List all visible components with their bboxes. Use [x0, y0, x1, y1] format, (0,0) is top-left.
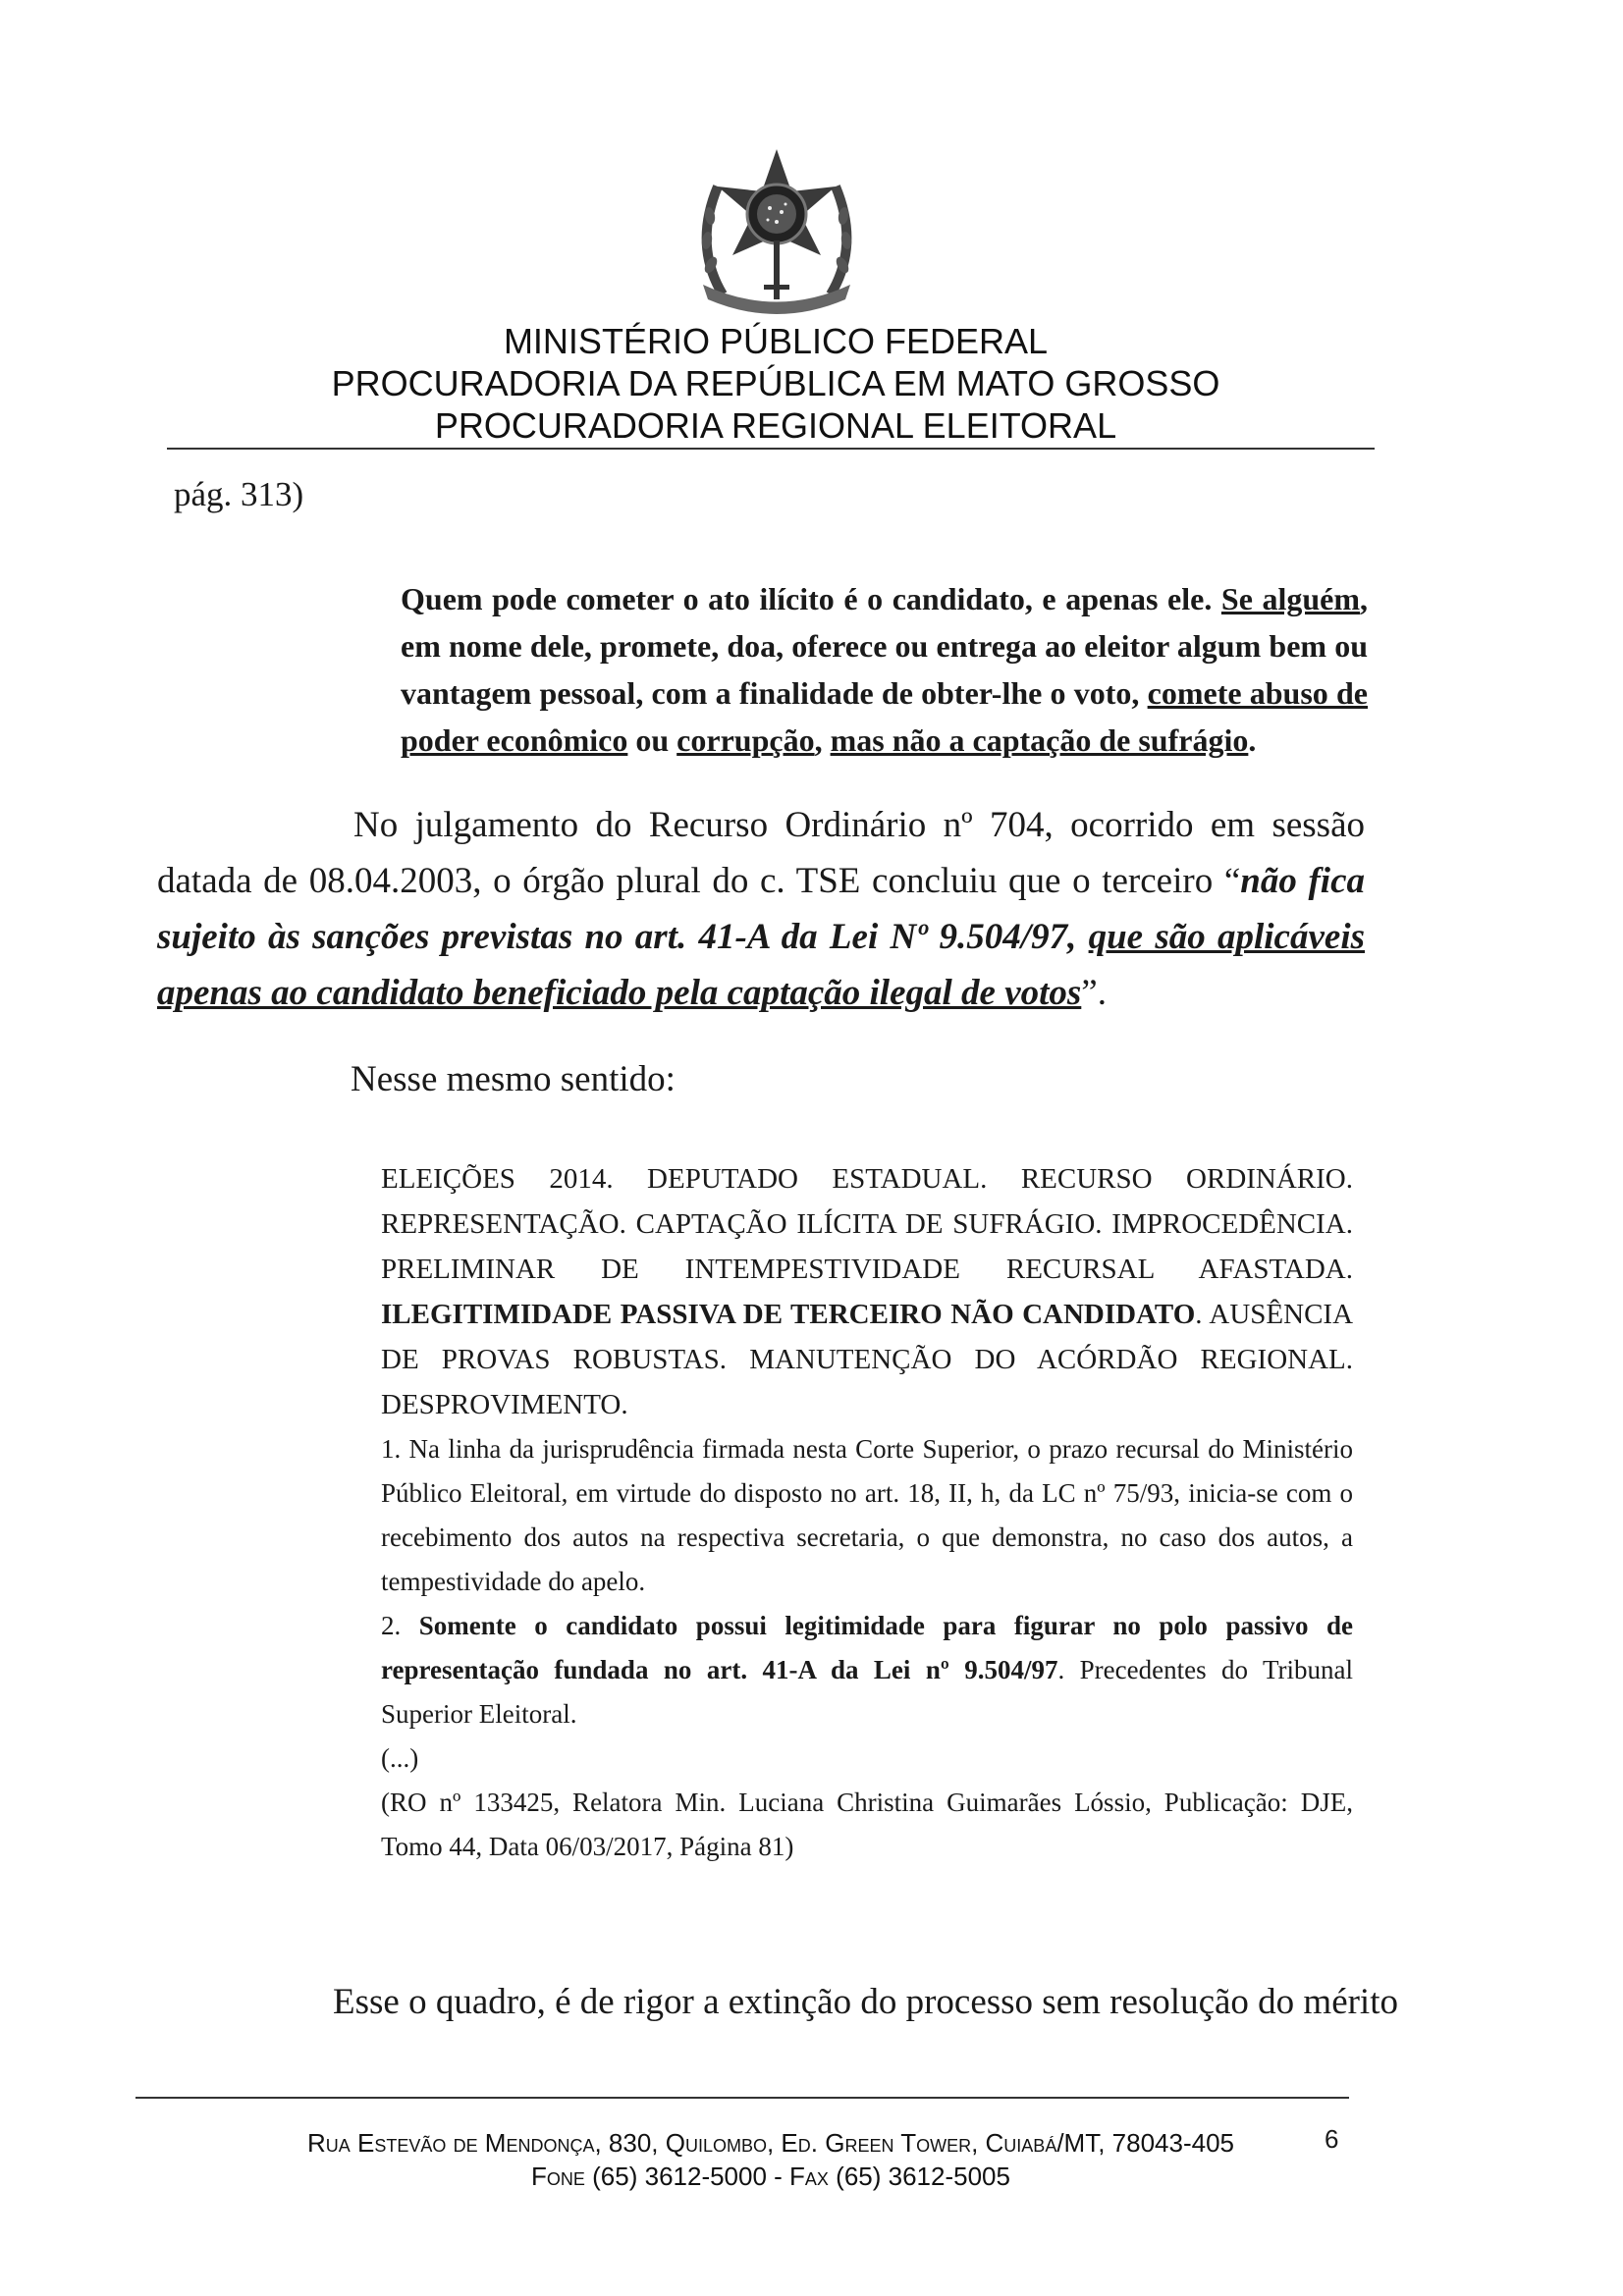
header-line-1: MINISTÉRIO PÚBLICO FEDERAL	[503, 321, 1049, 361]
para1-text-1: No julgamento do Recurso Ordinário nº 704, ocorrido em sessão datada de 08.04.2003, o órgão plural do c. TSE concluiu que o terceiro “	[157, 805, 1365, 901]
para1-emphasis-1: não fica sujeito às sanções previstas no art. 41-A da Lei Nº 9.504/97,	[157, 861, 1365, 957]
address-footer	[167, 2126, 1375, 2193]
citation-caps-bold: ILEGITIMIDADE PASSIVA DE TERCEIRO NÃO CANDIDATO	[381, 1299, 1196, 1330]
quote-underline-2: comete abuso de poder econômico	[401, 675, 1369, 758]
quote-underline-4: mas não a captação de sufrágio	[830, 722, 1249, 758]
citation-caps-1: ELEIÇÕES 2014. DEPUTADO ESTADUAL. RECURSO ORDINÁRIO. REPRESENTAÇÃO. CAPTAÇÃO ILÍCITA DE SUFRÁGIO. IMPROCEDÊNCIA. PRELIMINAR DE INTEMPESTIVIDADE RECURSAL AFASTADA.	[381, 1163, 1353, 1285]
quote-text-2: , em nome dele, promete, doa, oferece ou entrega ao eleitor algum bem ou vantagem pessoal, com a finalidade de obter-lhe o voto,	[401, 581, 1369, 711]
quote-text-4: ,	[814, 722, 831, 758]
item2-prefix: 2.	[381, 1611, 419, 1640]
jurisprudence-citation	[381, 1156, 1353, 1869]
citation-source: (RO nº 133425, Relatora Min. Luciana Christina Guimarães Lóssio, Publicação: DJE, Tomo 44, Data 06/03/2017, Página 81)	[381, 1788, 1353, 1861]
quote-underline-3: corrupção	[676, 722, 815, 758]
citation-item-1: 1. Na linha da jurisprudência firmada nesta Corte Superior, o prazo recursal do Ministério Público Eleitoral, em virtude do disposto no art. 18, II, h, da LC nº 75/93, inicia-se com o recebimento dos autos na respectiva secretaria, o que demonstra, no caso dos autos, a tempestividade do apelo.	[381, 1434, 1353, 1596]
header-line-3: PROCURADORIA REGIONAL ELEITORAL	[434, 405, 1117, 446]
quote-text-1: Quem pode cometer o ato ilícito é o candidato, e apenas ele.	[401, 581, 1221, 616]
brazil-coat-of-arms-icon	[683, 147, 870, 314]
body-paragraph-3: Esse o quadro, é de rigor a extinção do processo sem resolução do mérito	[333, 1982, 1398, 2022]
bold-quote-paragraph	[401, 575, 1368, 764]
quote-text-3: ou	[627, 722, 677, 758]
citation-ellipsis: (...)	[381, 1743, 419, 1773]
citation-item-2	[381, 1604, 1353, 1736]
para1-text-2: ”.	[1081, 973, 1107, 1013]
body-paragraph-2: Nesse mesmo sentido:	[351, 1059, 676, 1099]
citation-caps-2: . AUSÊNCIA DE PROVAS ROBUSTAS. MANUTENÇÃO DO ACÓRDÃO REGIONAL. DESPROVIMENTO.	[381, 1299, 1354, 1420]
footer-divider	[135, 2097, 1349, 2099]
header-line-2: PROCURADORIA DA REPÚBLICA EM MATO GROSSO	[331, 363, 1220, 403]
page-number: 6	[1325, 2124, 1339, 2154]
institution-header	[167, 320, 1384, 447]
item2-rest: . Precedentes do Tribunal Superior Eleitoral.	[381, 1655, 1353, 1729]
quote-underline-1: Se alguém	[1220, 581, 1361, 616]
header-divider	[167, 448, 1375, 450]
citation-summary	[381, 1156, 1353, 1427]
quote-text-5: .	[1248, 722, 1257, 758]
footer-line-1: Rua Estevão de Mendonça, 830, Quilombo, Ed. Green Tower, Cuiabá/MT, 78043-405	[306, 2128, 1234, 2158]
item2-bold: Somente o candidato possui legitimidade para figurar no polo passivo de representação fundada no art. 41-A da Lei nº 9.504/97	[381, 1611, 1353, 1684]
para1-emphasis-2: que são aplicáveis apenas ao candidato beneficiado pela captação ilegal de votos	[157, 917, 1366, 1013]
page-reference: pág. 313)	[174, 475, 304, 513]
body-paragraph-1	[157, 797, 1365, 1021]
footer-line-2: Fone (65) 3612-5000 - Fax (65) 3612-5005	[531, 2162, 1010, 2191]
